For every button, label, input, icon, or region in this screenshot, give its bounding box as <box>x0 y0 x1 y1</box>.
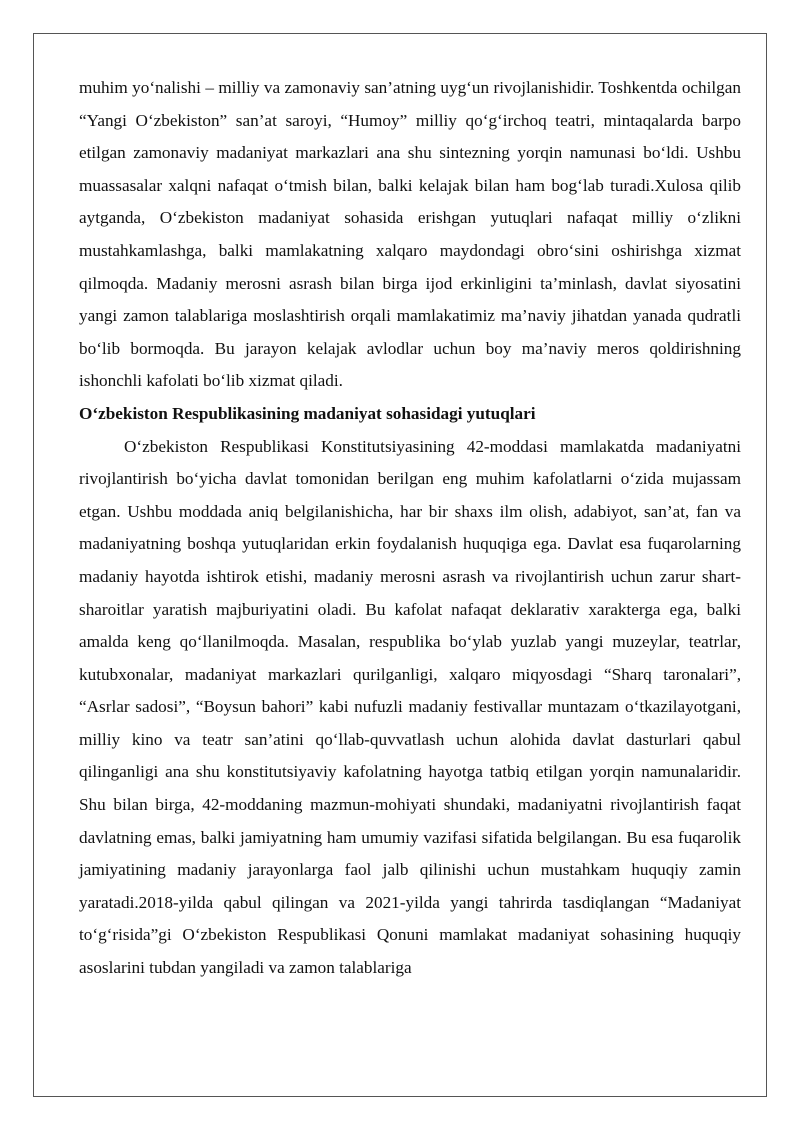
body-paragraph: muhim yo‘nalishi – milliy va zamonaviy san’atning uyg‘un rivojlanishidir. Toshkentda ochilgan “Yangi O‘zbekiston” san’at saroyi, “Humoy” milliy qo‘g‘irchoq teatri, mintaqalarda barpo etilgan zamonaviy madaniyat markazlari ana shu sintezning yorqin namunasi bo‘ldi. Ushbu muassasalar xalqni nafaqat o‘tmish bilan, balki kelajak bilan ham bog‘lab turadi.Xulosa qilib aytganda, O‘zbekiston madaniyat sohasida erishgan yutuqlari nafaqat milliy o‘zlikni mustahkamlashga, balki mamlakatning xalqaro maydondagi obro‘sini oshirishga xizmat qilmoqda. Madaniy merosni asrash bilan birga ijod erkinligini ta’minlash, davlat siyosatini yangi zamon talablariga moslashtirish orqali mamlakatimiz ma’naviy jihatdan yanada qudratli bo‘lib bormoqda. Bu jarayon kelajak avlodlar uchun boy ma’naviy meros qoldirishning ishonchli kafolati bo‘lib xizmat qiladi. <box>79 78 741 391</box>
document-body <box>79 72 741 985</box>
body-paragraph: O‘zbekiston Respublikasi Konstitutsiyasining 42-moddasi mamlakatda madaniyatni rivojlantirish bo‘yicha davlat tomonidan berilgan eng muhim kafolatlarni o‘zida mujassam etgan. Ushbu moddada aniq belgilanishicha, har bir shaxs ilm olish, adabiyot, san’at, fan va madaniyatning boshqa yutuqlaridan erkin foydalanish huquqiga ega. Davlat esa fuqarolarning madaniy hayotda ishtirok etishi, madaniy merosni asrash va rivojlantirish uchun zarur shart-sharoitlar yaratish majburiyatini oladi. Bu kafolat nafaqat deklarativ xarakterga ega, balki amalda keng qo‘llanilmoqda. Masalan, respublika bo‘ylab yuzlab yangi muzeylar, teatrlar, kutubxonalar, madaniyat markazlari qurilganligi, xalqaro miqyosdagi “Sharq taronalari”, “Asrlar sadosi”, “Boysun bahori” kabi nufuzli madaniy festivallar muntazam o‘tkazilayotgani, milliy kino va teatr san’atini qo‘llab-quvvatlash uchun alohida davlat dasturlari qabul qilinganligi ana shu konstitutsiyaviy kafolatning hayotga tatbiq etilgan yorqin namunalaridir. Shu bilan birga, 42-moddaning mazmun-mohiyati shundaki, madaniyatni rivojlantirish faqat davlatning emas, balki jamiyatning ham umumiy vazifasi sifatida belgilangan. Bu esa fuqarolik jamiyatining madaniy jarayonlarga faol jalb qilinishi uchun mustahkam huquqiy zamin yaratadi.2018-yilda qabul qilingan va 2021-yilda yangi tahrirda tasdiqlangan “Madaniyat to‘g‘risida”gi O‘zbekiston Respublikasi Qonuni mamlakat madaniyat sohasining huquqiy asoslarini tubdan yangiladi va zamon talablariga <box>79 436 741 978</box>
section-heading: O‘zbekiston Respublikasining madaniyat sohasidagi yutuqlari <box>79 403 536 423</box>
